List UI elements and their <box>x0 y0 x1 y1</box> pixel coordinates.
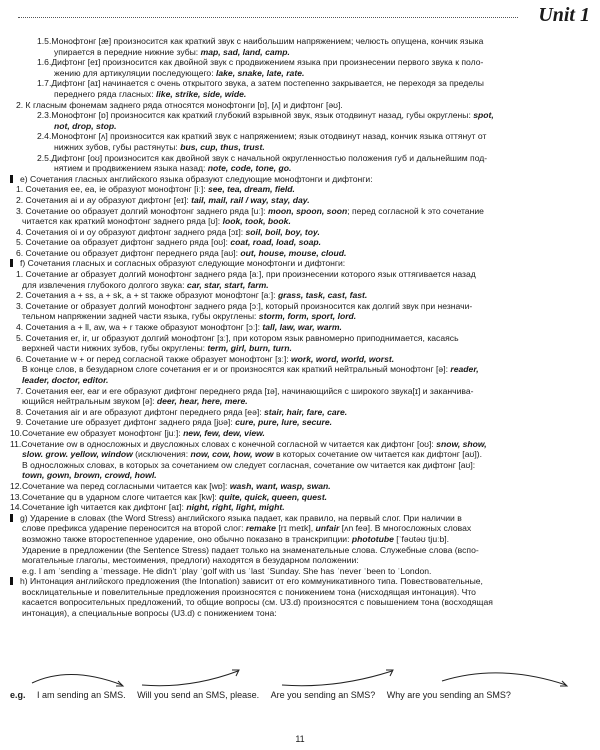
example-words: coat, road, load, soap. <box>230 237 322 248</box>
page-number: 11 <box>295 734 305 744</box>
example-words: wash, want, wasp, swan. <box>229 480 331 491</box>
text-line <box>10 290 592 301</box>
example-words: note, code, tone, go. <box>207 163 292 174</box>
text-line <box>10 566 592 577</box>
text-line <box>10 36 592 47</box>
example-words: snow, show, <box>436 438 487 449</box>
text-segment: 12.Сочетание wa перед согласными читается как [wɒ]: <box>10 480 230 491</box>
header-dotted-rule <box>18 17 518 18</box>
text-segment: 10.Сочетание ew образует монофтонг [juː]: <box>10 427 184 438</box>
text-segment: верхней части нижних зубов, губы округлены: <box>22 343 208 354</box>
intonation-example: Will you send an SMS, please. <box>137 690 260 700</box>
text-segment: e) Сочетания гласных английского языка образуют следующие монофтонги и дифтонги: <box>20 173 373 184</box>
text-line <box>10 333 592 344</box>
text-line <box>10 428 592 439</box>
text-segment: В конце слов, в безударном слоге сочетания er и or произносятся как краткий нейтральный монофтонг [ə]: <box>22 364 451 375</box>
text-line <box>10 396 592 407</box>
text-segment: упирается в передние нижние зубы: <box>54 46 201 57</box>
text-line <box>10 248 592 259</box>
text-line <box>10 206 592 217</box>
example-words: unfair <box>315 523 340 534</box>
text-segment: 3. Сочетание oo образует долгий монофтонг заднего ряда [uː]: <box>16 205 268 216</box>
text-line <box>10 470 592 481</box>
text-segment: f) Сочетания гласных и согласных образуют следующие монофтонги и дифтонги: <box>20 258 346 269</box>
text-line <box>10 354 592 365</box>
text-line <box>10 449 592 460</box>
text-line <box>10 597 592 608</box>
intonation-example: Why are you sending an SMS? <box>386 690 511 700</box>
text-line <box>10 131 592 142</box>
text-line <box>10 322 592 333</box>
text-segment: 13.Сочетание qu в ударном слоге читается как [kw]: <box>10 491 220 502</box>
example-words: stair, hair, fare, care. <box>264 406 348 417</box>
text-segment: 5. Сочетание oa образует дифтонг заднего ряда [oʊ]: <box>16 237 231 248</box>
example-words: like, strike, side, wide. <box>156 88 247 99</box>
text-segment: 1.6.Дифтонг [eɪ] произносится как двойной звук с продвижением языка при произнесении первого звука к поло- <box>37 57 484 68</box>
text-segment: в которых сочетание ow читается как дифтонг [aʊ]). <box>273 449 483 460</box>
text-segment: [ˈfəʊtəʊ tjuːb]. <box>393 533 450 544</box>
text-line <box>10 216 592 227</box>
example-words: map, sad, land, camp. <box>200 46 290 57</box>
example-words: see, tea, dream, field. <box>208 184 295 195</box>
rising-tone-curve-3 <box>282 671 392 686</box>
example-words: work, word, world, worst. <box>291 353 395 364</box>
text-segment: 1. Сочетания ee, ea, ie образуют монофтонг [iː]: <box>16 184 208 195</box>
text-line <box>10 608 592 619</box>
example-words: town, gown, brown, crowd, howl. <box>22 470 157 481</box>
intonation-example: I am sending an SMS. <box>37 690 126 700</box>
text-line <box>10 386 592 397</box>
text-segment: 2.4.Монофтонг [ʌ] произносится как краткий звук с напряжением; язык отодвинут назад, кончик языка оттянут от <box>37 131 487 142</box>
example-words: term, girl, burn, turn. <box>207 343 292 354</box>
text-segment: [rɪ meɪk], <box>275 523 316 534</box>
text-line <box>10 481 592 492</box>
text-line <box>10 534 592 545</box>
text-segment: нижних зубов, губы растянуты: <box>54 141 181 152</box>
text-segment: 14.Сочетание igh читается как дифтонг [aɪ]: <box>10 502 187 513</box>
text-segment: Ударение в предложении (the Sentence Stress) падает только на знаменательные слова. Служебные слова (вспо- <box>22 544 479 555</box>
intonation-example: Are you sending an SMS? <box>270 690 376 700</box>
text-segment: могательные глаголы, местоимения, предлоги) находятся в безударном положении: <box>22 555 359 566</box>
text-line <box>10 492 592 503</box>
text-line <box>10 195 592 206</box>
text-line <box>10 280 592 291</box>
example-words: soil, boil, boy, toy. <box>245 226 320 237</box>
section-heading-line <box>10 513 592 524</box>
text-segment: 4. Сочетания oi и oy образуют дифтонг заднего ряда [ɔɪ]: <box>16 226 246 237</box>
text-segment: 5. Сочетания er, ir, ur образуют долгий монофтонг [ɜː], при котором язык равномерно приподнимается, касаясь <box>16 332 459 343</box>
text-segment: e.g. I am ˈsending a ˈmessage. He didn't ˈplay ˈgolf with us ˈlast ˈSunday. She has ˈnever ˈbeen to ˈLondon. <box>22 565 432 576</box>
text-line <box>10 311 592 322</box>
text-segment: для извлечения глубокого долгого звука: <box>22 279 187 290</box>
text-segment: g) Ударение в словах (the Word Stress) английского языка падает, как правило, на первый слог. При наличии в <box>20 512 462 523</box>
text-segment: тельном напряжении задней части языка, губы округлены: <box>22 311 259 322</box>
example-words: spot, <box>473 110 494 121</box>
text-segment: переднего ряда гласных: <box>54 88 157 99</box>
text-line <box>10 502 592 513</box>
example-words: storm, form, sport, lord. <box>258 311 357 322</box>
text-line <box>10 364 592 375</box>
text-segment: 11.Сочетание ow в односложных и двусложных словах с конечной согласной w читается как дифтонг [oʊ]: <box>10 438 437 449</box>
text-line <box>10 142 592 153</box>
intonation-examples <box>10 690 592 700</box>
text-segment: 1. Сочетание ar образует долгий монофтонг заднего ряда [aː], при произнесении которого язык оттягивается назад <box>16 269 476 280</box>
text-line <box>10 110 592 121</box>
text-segment: 2. Сочетания a + ss, a + sk, a + st также образуют монофтонг [aː]: <box>16 290 278 301</box>
text-segment: 1.7.Дифтонг [aɪ] начинается с очень открытого звука, а затем постепенно закрывается, не переходя за пределы <box>37 78 484 89</box>
text-segment: слове префикса ударение переносится на второй слог: <box>22 523 246 534</box>
text-segment: [ʌn feə]. В многосложных словах <box>339 523 472 534</box>
text-segment: (исключения: <box>132 449 191 460</box>
text-segment: 2.5.Дифтонг [oʊ] произносится как двойной звук с начальной округленностью положения губ и дальнейшим под- <box>37 152 488 163</box>
text-line <box>10 227 592 238</box>
text-line <box>10 460 592 471</box>
text-segment: 2. Сочетания ai и ay образуют дифтонг [eɪ]: <box>16 194 192 205</box>
text-segment: h) Интонация английского предложения (the Intonation) зависит от его коммуникативного типа. Повествовательные, <box>20 576 483 587</box>
unit-title: Unit 1 <box>538 4 590 26</box>
text-segment: В односложных словах, в которых за сочетанием ow следует согласная, сочетание ow читается как дифтонг [aʊ]: <box>22 459 476 470</box>
example-words: tail, mail, rail / way, stay, day. <box>191 194 310 205</box>
text-line <box>10 555 592 566</box>
example-words: cure, pure, lure, secure. <box>235 417 333 428</box>
text-line <box>10 301 592 312</box>
text-line <box>10 269 592 280</box>
section-heading-line <box>10 174 592 185</box>
text-line <box>10 78 592 89</box>
text-line <box>10 100 592 111</box>
text-segment: 8. Сочетания air и are образуют дифтонг переднего ряда [eə]: <box>16 406 265 417</box>
text-line <box>10 47 592 58</box>
text-line <box>10 153 592 164</box>
falling-tone-curve-1 <box>32 674 122 685</box>
example-words: deer, hear, here, mere. <box>156 396 248 407</box>
section-heading-line <box>10 258 592 269</box>
text-line <box>10 163 592 174</box>
example-words: remake <box>245 523 276 534</box>
text-line <box>10 523 592 534</box>
example-words: now, cow, how, wow <box>190 449 274 460</box>
text-line <box>10 121 592 132</box>
falling-tone-curve-4 <box>442 673 566 685</box>
text-line <box>10 417 592 428</box>
text-segment: возможно также второстепенное ударение, оно обычно показано в транскрипции: <box>22 533 352 544</box>
example-words: look, took, book. <box>222 216 291 227</box>
example-words: not, drop, stop. <box>54 120 117 131</box>
text-segment: 7. Сочетания eer, ear и ere образуют дифтонг переднего ряда [ɪə], начинающийся с широкого звука[ɪ] и заканчива- <box>16 385 474 396</box>
text-line <box>10 545 592 556</box>
example-words: slow. grow. yellow, window <box>22 449 133 460</box>
page-body <box>10 36 592 619</box>
example-words: leader, doctor, editor. <box>22 375 109 385</box>
text-segment: 2.3.Монофтонг [ɒ] произносится как краткий глубокий взрывной звук, язык отодвинут назад, губы округлены: <box>37 110 474 121</box>
text-segment: касается вопросительных предложений, то общие вопросы (см. U3.d) произносятся с повышением тона (восходящая <box>22 597 493 608</box>
text-segment: 4. Сочетания a + ll, aw, wa + r также образуют монофтонг [ɔː]: <box>16 322 263 333</box>
text-segment: жению для артикуляции последующего: <box>54 67 216 78</box>
section-heading-line <box>10 576 592 587</box>
page-header <box>18 4 590 26</box>
text-segment: 9. Сочетание ure образует дифтонг заднего ряда [jʊə]: <box>16 417 236 428</box>
text-line <box>10 587 592 598</box>
example-words: lake, snake, late, rate. <box>215 67 305 78</box>
text-line <box>10 237 592 248</box>
eg-label: e.g. <box>10 690 26 700</box>
example-words: bus, cup, thus, trust. <box>180 141 265 152</box>
text-segment: 6. Сочетание w + or перед согласной также образует монофтонг [ɜː]: <box>16 353 291 364</box>
example-words: grass, task, cast, fast. <box>277 290 368 301</box>
text-segment: интонация), а специальные вопросы (U3.d) с понижением тона: <box>22 608 277 619</box>
text-line <box>10 343 592 354</box>
text-segment: 1.5.Монофтонг [æ] произносится как краткий звук с наибольшим напряжением; челюсть опущена, кончик языка <box>37 36 484 46</box>
text-segment: ; перед согласной k это сочетание <box>347 205 484 216</box>
text-line <box>10 57 592 68</box>
text-line <box>10 407 592 418</box>
example-words: tall, law, war, warm. <box>262 322 342 333</box>
text-line <box>10 68 592 79</box>
text-segment: 2. К гласным фонемам заднего ряда относятся монофтонги [ɒ], [ʌ] и дифтонг [əʊ]. <box>16 99 343 110</box>
example-words: out, house, mouse, cloud. <box>240 247 347 258</box>
example-words: quite, quick, queen, quest. <box>219 491 328 502</box>
text-segment: нятием и продвижением языка назад: <box>54 163 208 174</box>
text-segment: ющийся нейтральным звуком [ə]: <box>22 396 157 407</box>
text-line <box>10 89 592 100</box>
example-words: reader, <box>450 364 479 375</box>
example-words: car, star, start, farm. <box>186 279 269 290</box>
example-words: moon, spoon, soon <box>267 205 348 216</box>
rising-tone-curve-2 <box>142 671 238 686</box>
text-line <box>10 439 592 450</box>
text-segment: 6. Сочетание ou образует дифтонг переднего ряда [aʊ]: <box>16 247 241 258</box>
example-words: new, few, dew, view. <box>183 427 265 438</box>
text-segment: восклицательные и повелительные предложения произносятся с понижением тона (нисходящая интонация). Что <box>22 586 476 597</box>
text-line <box>10 375 592 386</box>
text-line <box>10 184 592 195</box>
example-words: night, right, light, might. <box>186 502 285 513</box>
example-words: phototube <box>351 533 394 544</box>
text-segment: 3. Сочетание or образует долгий монофтонг заднего ряда [ɔː], который произносится как долгий звук при незначи- <box>16 300 473 311</box>
text-segment: читается как краткий монофтонг заднего ряда [ʊ]: <box>22 216 223 227</box>
